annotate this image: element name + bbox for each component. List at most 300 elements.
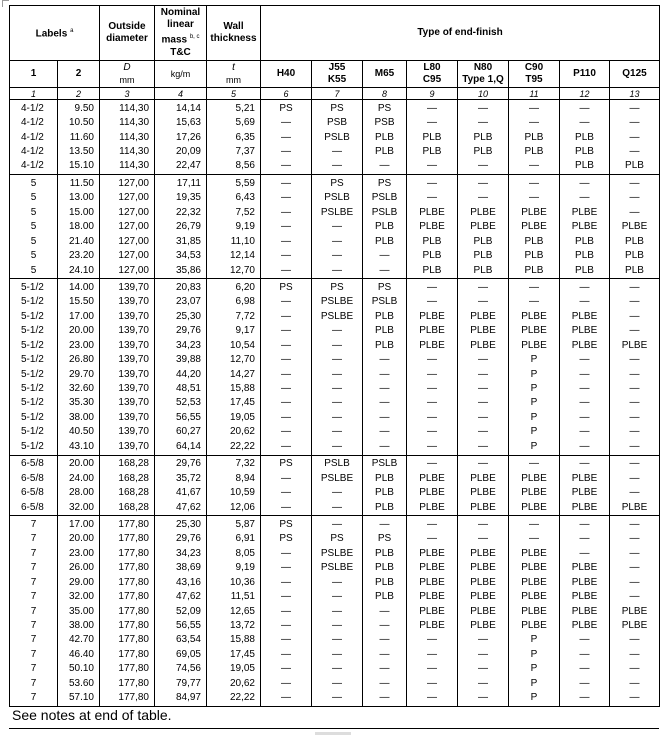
table-cell: PS (261, 279, 312, 295)
table-cell: — (458, 425, 509, 439)
table-cell: PS (261, 100, 312, 116)
size-group (10, 100, 660, 175)
table-cell: 12,70 (207, 352, 261, 366)
table-cell: — (560, 633, 610, 647)
table-cell: — (560, 647, 610, 661)
table-cell: 168,28 (100, 485, 155, 499)
table-cell: 5-1/2 (10, 425, 58, 439)
size-group (10, 175, 660, 279)
table-cell: — (509, 159, 560, 175)
table-cell: 31,85 (155, 234, 207, 248)
table-cell: 177,80 (100, 589, 155, 603)
table-row (10, 604, 660, 618)
table-cell: 22,22 (207, 439, 261, 455)
table-cell: 48,51 (155, 381, 207, 395)
table-row (10, 561, 660, 575)
table-cell: PLB (363, 546, 407, 560)
table-cell: — (261, 191, 312, 205)
table-cell: — (407, 191, 458, 205)
table-cell: — (610, 662, 660, 676)
column-number: 1 (10, 88, 58, 100)
table-cell: 50.10 (58, 662, 100, 676)
table-cell: — (261, 324, 312, 338)
table-cell: 4-1/2 (10, 100, 58, 116)
table-cell: — (407, 676, 458, 690)
table-cell: PS (363, 175, 407, 191)
table-cell: PLBE (560, 324, 610, 338)
table-cell: — (261, 234, 312, 248)
table-cell: 9,17 (207, 324, 261, 338)
table-cell: PLB (363, 144, 407, 158)
table-cell: P (509, 396, 560, 410)
table-cell: — (560, 100, 610, 116)
table-cell: PLB (509, 234, 560, 248)
table-cell: — (610, 115, 660, 129)
table-cell: — (363, 263, 407, 279)
table-cell: 17,11 (155, 175, 207, 191)
table-cell: PLBE (560, 561, 610, 575)
table-cell: — (261, 248, 312, 262)
table-cell: 22,32 (155, 205, 207, 219)
table-cell: 7,72 (207, 309, 261, 323)
table-cell: 7 (10, 662, 58, 676)
table-cell: PLB (560, 159, 610, 175)
table-cell: PLBE (560, 309, 610, 323)
table-cell: — (560, 396, 610, 410)
table-cell: 5 (10, 234, 58, 248)
table-cell: 7 (10, 561, 58, 575)
table-cell: — (312, 691, 363, 707)
table-cell: — (610, 205, 660, 219)
table-cell: 114,30 (100, 159, 155, 175)
table-cell: PLBE (458, 220, 509, 234)
table-cell: 5-1/2 (10, 367, 58, 381)
table-cell: — (458, 191, 509, 205)
table-footnote: See notes at end of table. (12, 707, 172, 723)
table-cell: — (560, 367, 610, 381)
table-cell: 177,80 (100, 647, 155, 661)
table-cell: — (509, 175, 560, 191)
table-cell: — (560, 691, 610, 707)
table-cell: — (458, 381, 509, 395)
table-cell: 139,70 (100, 410, 155, 424)
table-cell: 177,80 (100, 516, 155, 532)
table-cell: 34,23 (155, 546, 207, 560)
table-cell: — (261, 589, 312, 603)
table-cell: — (560, 191, 610, 205)
table-cell: 5 (10, 191, 58, 205)
table-cell: 22,22 (207, 691, 261, 707)
table-cell: P (509, 381, 560, 395)
table-cell: 11.50 (58, 175, 100, 191)
table-row (10, 381, 660, 395)
table-cell: 139,70 (100, 381, 155, 395)
table-row (10, 279, 660, 295)
table-cell: 35,72 (155, 471, 207, 485)
corner-mark (2, 0, 9, 7)
table-cell: PLB (363, 130, 407, 144)
table-cell: 84,97 (155, 691, 207, 707)
table-cell: — (261, 159, 312, 175)
outside-diameter-header: Outside diameter (100, 6, 155, 61)
table-cell: PLBE (509, 220, 560, 234)
table-cell: PLB (610, 234, 660, 248)
column-number: 7 (312, 88, 363, 100)
table-cell: — (407, 159, 458, 175)
table-cell: PLB (610, 159, 660, 175)
table-cell: 127,00 (100, 263, 155, 279)
footnote-divider (9, 728, 659, 729)
table-cell: — (363, 439, 407, 455)
table-cell: 35,86 (155, 263, 207, 279)
table-cell: P (509, 410, 560, 424)
column-number: 2 (58, 88, 100, 100)
table-cell: PLBE (407, 324, 458, 338)
table-cell: 35.00 (58, 604, 100, 618)
table-cell: PLBE (509, 485, 560, 499)
table-cell: — (458, 647, 509, 661)
table-cell: — (458, 633, 509, 647)
table-cell: PLBE (560, 485, 610, 499)
table-cell: — (261, 604, 312, 618)
table-cell: 5-1/2 (10, 338, 58, 352)
table-cell: PLB (363, 561, 407, 575)
table-cell: — (312, 410, 363, 424)
table-cell: — (610, 546, 660, 560)
table-cell: 21.40 (58, 234, 100, 248)
table-cell: — (610, 485, 660, 499)
table-cell: — (610, 532, 660, 546)
table-cell: — (560, 115, 610, 129)
table-cell: 7 (10, 575, 58, 589)
table-cell: 40.50 (58, 425, 100, 439)
table-cell: PS (363, 532, 407, 546)
table-cell: 32.00 (58, 500, 100, 516)
table-cell: 22,47 (155, 159, 207, 175)
table-cell: 10,36 (207, 575, 261, 589)
table-cell: 7 (10, 633, 58, 647)
diameter-unit-cell: D mm (100, 61, 155, 88)
table-cell: PS (312, 100, 363, 116)
table-cell: PLBE (509, 604, 560, 618)
column-number: 8 (363, 88, 407, 100)
table-cell: PLBE (560, 575, 610, 589)
table-cell: 6-5/8 (10, 500, 58, 516)
table-cell: PLBE (407, 485, 458, 499)
table-cell: — (312, 633, 363, 647)
table-cell: — (261, 144, 312, 158)
table-cell: — (261, 410, 312, 424)
grade-header: Q125 (610, 61, 660, 88)
table-cell: — (509, 516, 560, 532)
table-cell: 127,00 (100, 205, 155, 219)
table-cell: — (312, 248, 363, 262)
table-cell: — (363, 410, 407, 424)
table-cell: — (560, 455, 610, 471)
table-row (10, 546, 660, 560)
table-cell: — (560, 279, 610, 295)
table-cell: PSLB (363, 295, 407, 309)
table-cell: PLB (407, 234, 458, 248)
table-cell: 53.60 (58, 676, 100, 690)
table-cell: 26.80 (58, 352, 100, 366)
table-cell: 52,53 (155, 396, 207, 410)
table-cell: PLB (458, 234, 509, 248)
table-cell: — (407, 691, 458, 707)
table-cell: — (312, 263, 363, 279)
table-cell: — (261, 647, 312, 661)
table-cell: 127,00 (100, 191, 155, 205)
table-cell: — (312, 589, 363, 603)
table-cell: — (610, 471, 660, 485)
table-cell: — (458, 676, 509, 690)
table-cell: PS (312, 175, 363, 191)
column-number: 3 (100, 88, 155, 100)
table-cell: 60,27 (155, 425, 207, 439)
table-cell: 10.50 (58, 115, 100, 129)
table-cell: P (509, 425, 560, 439)
table-cell: — (610, 676, 660, 690)
table-cell: PS (261, 516, 312, 532)
table-cell: 11,51 (207, 589, 261, 603)
table-cell: — (363, 516, 407, 532)
table-cell: PLBE (560, 471, 610, 485)
table-cell: 29,76 (155, 455, 207, 471)
table-row (10, 532, 660, 546)
table-cell: 20.00 (58, 455, 100, 471)
table-cell: PSLBE (312, 309, 363, 323)
table-cell: 13.00 (58, 191, 100, 205)
grade-header: M65 (363, 61, 407, 88)
table-cell: 23.20 (58, 248, 100, 262)
table-cell: — (458, 159, 509, 175)
table-cell: PS (363, 279, 407, 295)
table-cell: — (610, 144, 660, 158)
table-cell: 15,88 (207, 633, 261, 647)
table-cell: P (509, 352, 560, 366)
table-cell: PLBE (509, 324, 560, 338)
column-number-row (10, 88, 660, 100)
table-cell: 18.00 (58, 220, 100, 234)
table-cell: 34,53 (155, 248, 207, 262)
column-number: 9 (407, 88, 458, 100)
table-cell: 15.10 (58, 159, 100, 175)
table-row (10, 191, 660, 205)
table-cell: 25,30 (155, 516, 207, 532)
table-cell: 29,76 (155, 532, 207, 546)
table-cell: — (312, 352, 363, 366)
table-row (10, 439, 660, 455)
table-cell: PLBE (560, 589, 610, 603)
table-cell: 7,32 (207, 455, 261, 471)
table-cell: 23,07 (155, 295, 207, 309)
table-cell: 56,55 (155, 618, 207, 632)
table-cell: 6,35 (207, 130, 261, 144)
table-cell: — (312, 381, 363, 395)
table-cell: — (458, 439, 509, 455)
table-cell: 8,94 (207, 471, 261, 485)
table-row (10, 367, 660, 381)
column-number: 12 (560, 88, 610, 100)
table-cell: PLBE (560, 220, 610, 234)
table-cell: 6-5/8 (10, 455, 58, 471)
table-cell: PLBE (458, 546, 509, 560)
table-cell: 14.00 (58, 279, 100, 295)
table-cell: — (312, 604, 363, 618)
table-cell: 7 (10, 516, 58, 532)
table-cell: PS (363, 100, 407, 116)
table-cell: PS (312, 279, 363, 295)
table-cell: PLB (458, 263, 509, 279)
table-cell: — (363, 618, 407, 632)
table-row (10, 618, 660, 632)
table-cell: PLBE (458, 471, 509, 485)
table-cell: — (610, 425, 660, 439)
table-cell: PLBE (458, 561, 509, 575)
table-cell: 114,30 (100, 115, 155, 129)
table-cell: PLB (610, 263, 660, 279)
label-col-2-header: 2 (58, 61, 100, 88)
table-cell: 69,05 (155, 647, 207, 661)
table-cell: PLB (363, 309, 407, 323)
table-cell: 19,05 (207, 662, 261, 676)
table-cell: — (261, 130, 312, 144)
table-cell: 177,80 (100, 618, 155, 632)
grade-header: L80 C95 (407, 61, 458, 88)
table-cell: — (458, 410, 509, 424)
table-cell: PSLB (312, 455, 363, 471)
table-cell: 11.60 (58, 130, 100, 144)
table-cell: 5 (10, 175, 58, 191)
table-cell: 139,70 (100, 425, 155, 439)
table-cell: PLB (363, 338, 407, 352)
table-cell: 177,80 (100, 691, 155, 707)
table-cell: 14,14 (155, 100, 207, 116)
grade-header: J55 K55 (312, 61, 363, 88)
scroll-indicator (315, 732, 351, 735)
table-cell: — (261, 381, 312, 395)
table-row (10, 159, 660, 175)
table-cell: PLBE (407, 604, 458, 618)
table-cell: 139,70 (100, 309, 155, 323)
table-cell: — (560, 676, 610, 690)
table-cell: 17,45 (207, 396, 261, 410)
table-cell: — (509, 100, 560, 116)
table-cell: — (261, 662, 312, 676)
table-cell: 139,70 (100, 352, 155, 366)
table-cell: — (312, 396, 363, 410)
table-cell: PLB (363, 485, 407, 499)
table-cell: 4-1/2 (10, 144, 58, 158)
table-cell: — (610, 410, 660, 424)
table-cell: — (458, 352, 509, 366)
table-cell: 5-1/2 (10, 279, 58, 295)
table-cell: 29,76 (155, 324, 207, 338)
table-cell: 20,83 (155, 279, 207, 295)
table-cell: — (261, 546, 312, 560)
table-cell: PLB (509, 248, 560, 262)
table-cell: PLBE (610, 338, 660, 352)
table-cell: PLBE (458, 604, 509, 618)
table-cell: — (261, 396, 312, 410)
table-row (10, 647, 660, 661)
table-row (10, 248, 660, 262)
label-col-1-header: 1 (10, 61, 58, 88)
table-cell: — (312, 647, 363, 661)
table-cell: PLBE (458, 324, 509, 338)
table-cell: 5-1/2 (10, 295, 58, 309)
table-cell: 47,62 (155, 589, 207, 603)
table-cell: 139,70 (100, 324, 155, 338)
table-cell: PLBE (560, 205, 610, 219)
table-cell: 32.00 (58, 589, 100, 603)
table-row (10, 691, 660, 707)
table-cell: PSLBE (312, 561, 363, 575)
table-row (10, 589, 660, 603)
table-cell: — (312, 516, 363, 532)
grade-header: C90 T95 (509, 61, 560, 88)
table-cell: 7 (10, 604, 58, 618)
table-cell: — (458, 396, 509, 410)
table-cell: — (610, 352, 660, 366)
table-cell: — (261, 561, 312, 575)
table-cell: — (610, 279, 660, 295)
table-cell: — (610, 691, 660, 707)
table-cell: 177,80 (100, 633, 155, 647)
table-cell: — (363, 647, 407, 661)
table-cell: — (610, 309, 660, 323)
table-cell: — (261, 691, 312, 707)
table-cell: PLBE (560, 338, 610, 352)
table-row (10, 516, 660, 532)
table-cell: 5,59 (207, 175, 261, 191)
table-cell: — (312, 500, 363, 516)
table-cell: — (261, 309, 312, 323)
table-cell: 7 (10, 647, 58, 661)
table-cell: 5,21 (207, 100, 261, 116)
table-cell: 168,28 (100, 500, 155, 516)
table-cell: PLBE (610, 500, 660, 516)
table-cell: 168,28 (100, 471, 155, 485)
table-cell: PLBE (458, 589, 509, 603)
table-cell: 9,19 (207, 561, 261, 575)
size-group (10, 516, 660, 707)
table-cell: — (407, 532, 458, 546)
end-finish-header: Type of end-finish (261, 6, 660, 61)
table-cell: PLBE (509, 500, 560, 516)
table-cell: — (610, 575, 660, 589)
table-cell: PLBE (407, 589, 458, 603)
table-cell: PSB (363, 115, 407, 129)
table-cell: — (363, 396, 407, 410)
table-cell: — (407, 455, 458, 471)
table-cell: 12,65 (207, 604, 261, 618)
table-cell: PLB (560, 263, 610, 279)
table-cell: — (363, 248, 407, 262)
table-cell: PLBE (560, 604, 610, 618)
table-cell: 41,67 (155, 485, 207, 499)
table-cell: 5 (10, 205, 58, 219)
table-cell: — (560, 662, 610, 676)
table-cell: 139,70 (100, 367, 155, 381)
table-row (10, 500, 660, 516)
table-cell: 26,79 (155, 220, 207, 234)
table-cell: — (407, 439, 458, 455)
table-cell: 74,56 (155, 662, 207, 676)
table-cell: 29.70 (58, 367, 100, 381)
table-cell: PSLBE (312, 295, 363, 309)
table-row (10, 455, 660, 471)
